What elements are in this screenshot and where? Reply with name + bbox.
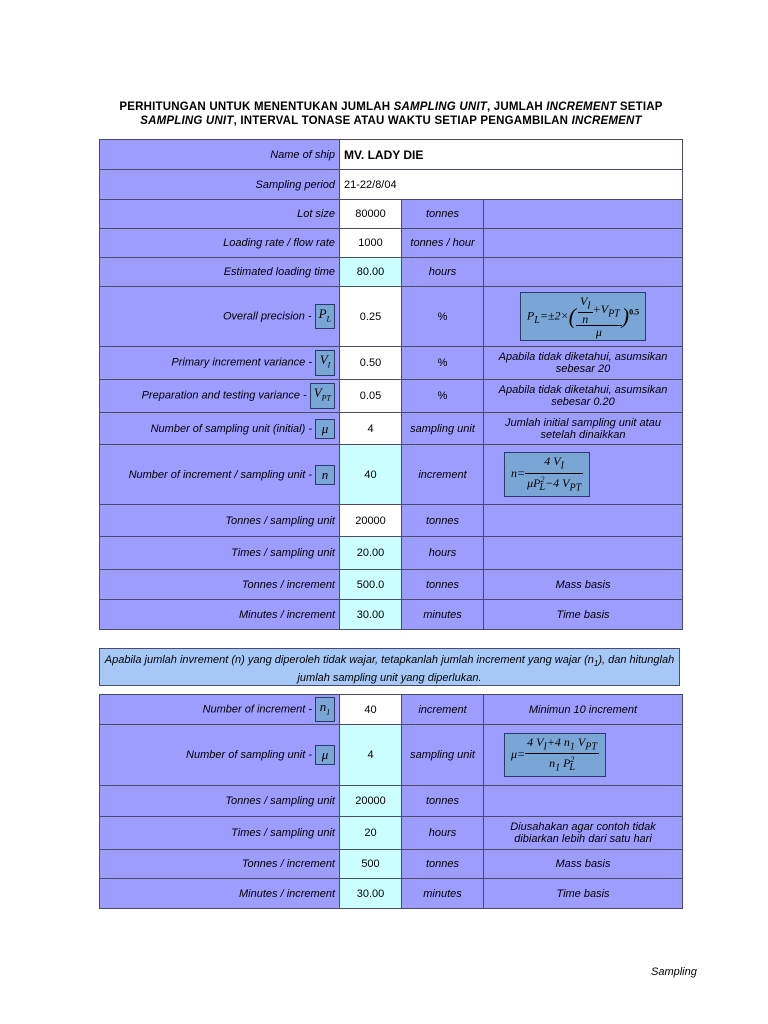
row-label: Minutes / increment [100, 600, 340, 630]
primary-variance-symbol: $V_I$ [315, 350, 335, 376]
row-label: Tonnes / sampling unit [100, 786, 340, 817]
row-note [484, 786, 683, 817]
row-value: 20.00 [340, 537, 402, 570]
table-row [100, 380, 683, 413]
row-label: Tonnes / increment [100, 850, 340, 879]
row-note: Apabila tidak diketahui, asumsikan sebesar 0.20 [484, 380, 683, 413]
row-label: Tonnes / sampling unit [100, 505, 340, 537]
row-value: 4 [340, 413, 402, 445]
row-unit: sampling unit [402, 413, 484, 445]
row-unit: % [402, 380, 484, 413]
table-row [100, 505, 683, 537]
ship-label: Name of ship [100, 140, 340, 170]
row-label [100, 445, 340, 505]
row-label-text: Primary increment variance - [171, 356, 312, 369]
row-unit: sampling unit [402, 725, 484, 786]
sampling-unit-symbol: μ [315, 745, 335, 765]
title-text: , JUMLAH [486, 101, 547, 113]
row-unit: minutes [402, 600, 484, 630]
table-row [100, 786, 683, 817]
row-label: Estimated loading time [100, 258, 340, 287]
row-label: Loading rate / flow rate [100, 229, 340, 258]
row-label: Times / sampling unit [100, 537, 340, 570]
table-row [100, 879, 683, 909]
row-note: Jumlah initial sampling unit atau setelah dinaikkan [484, 413, 683, 445]
row-value: 0.25 [340, 287, 402, 347]
table-row [100, 200, 683, 229]
row-unit: tonnes [402, 570, 484, 600]
row-unit: increment [402, 695, 484, 725]
title-text: INCREMENT [546, 101, 617, 113]
row-value: 0.50 [340, 347, 402, 380]
table-row [100, 413, 683, 445]
row-value: 80.00 [340, 258, 402, 287]
row-label: Minutes / increment [100, 879, 340, 909]
row-value: 20 [340, 817, 402, 850]
table-row [100, 170, 683, 200]
row-unit: tonnes [402, 505, 484, 537]
table-row [100, 258, 683, 287]
row-value: 0.05 [340, 380, 402, 413]
title-text: SAMPLING UNIT [393, 101, 487, 113]
row-unit: % [402, 287, 484, 347]
row-unit: tonnes / hour [402, 229, 484, 258]
sampling-unit-formula-cell [484, 725, 683, 786]
row-value: 40 [340, 445, 402, 505]
table-row [100, 347, 683, 380]
table-row [100, 229, 683, 258]
row-unit: tonnes [402, 200, 484, 229]
row-value: 40 [340, 695, 402, 725]
row-value: 30.00 [340, 879, 402, 909]
period-label: Sampling period [100, 170, 340, 200]
row-value: 30.00 [340, 600, 402, 630]
row-unit: minutes [402, 879, 484, 909]
row-label [100, 695, 340, 725]
increment-adjusted-symbol: $n_1$ [315, 697, 335, 723]
increment-formula-cell [484, 445, 683, 505]
row-label: Times / sampling unit [100, 817, 340, 850]
row-value: 1000 [340, 229, 402, 258]
row-label-text: Number of increment / sampling unit - [128, 468, 312, 481]
row-label-text: Number of sampling unit - [186, 748, 312, 761]
row-value: 80000 [340, 200, 402, 229]
preparation-variance-symbol: $V_{PT}$ [310, 383, 335, 409]
row-note: Time basis [484, 600, 683, 630]
table-row [100, 725, 683, 786]
sampling-unit-symbol: μ [315, 419, 335, 439]
title-text: SETIAP [616, 101, 663, 113]
row-value: 4 [340, 725, 402, 786]
row-label [100, 287, 340, 347]
row-unit: hours [402, 537, 484, 570]
row-note [484, 229, 683, 258]
row-note [484, 258, 683, 287]
row-unit: tonnes [402, 786, 484, 817]
adjustment-note: Apabila jumlah invrement (n) yang diperoleh tidak wajar, tetapkanlah jumlah increment yang wajar $(n_1)$, dan hitunglah jumlah sampling unit yang diperlukan. [99, 648, 680, 686]
table-row [100, 695, 683, 725]
table-row [100, 850, 683, 879]
row-note: Minimun 10 increment [484, 695, 683, 725]
increment-formula: n= $\frac{4 V_I}{\mu P^2_L-4 V_{PT}}$ [504, 452, 590, 497]
row-label: Lot size [100, 200, 340, 229]
row-label [100, 380, 340, 413]
row-note: Apabila tidak diketahui, asumsikan sebesar 20 [484, 347, 683, 380]
row-unit: % [402, 347, 484, 380]
row-note: Time basis [484, 879, 683, 909]
row-label [100, 413, 340, 445]
row-value: 500.0 [340, 570, 402, 600]
row-unit: increment [402, 445, 484, 505]
row-value: 20000 [340, 505, 402, 537]
table-row [100, 537, 683, 570]
table-row [100, 570, 683, 600]
increment-symbol: n [315, 465, 335, 485]
row-note [484, 505, 683, 537]
ship-value: MV. LADY DIE [340, 140, 683, 170]
row-unit: hours [402, 817, 484, 850]
table-row [100, 287, 683, 347]
row-value: 20000 [340, 786, 402, 817]
table-row [100, 817, 683, 850]
calculation-table-adjusted [99, 694, 683, 909]
title-text: PERHITUNGAN UNTUK MENENTUKAN JUMLAH [119, 101, 394, 113]
title-text: , INTERVAL TONASE ATAU WAKTU SETIAP PENGAMBILAN [233, 115, 572, 127]
precision-formula-cell [484, 287, 683, 347]
row-note [484, 537, 683, 570]
row-note: Mass basis [484, 850, 683, 879]
title-text: INCREMENT [571, 115, 642, 127]
row-label-text: Number of increment - [202, 703, 312, 716]
title-text: SAMPLING UNIT [140, 115, 234, 127]
row-unit: hours [402, 258, 484, 287]
row-note [484, 200, 683, 229]
table-row [100, 445, 683, 505]
period-value: 21-22/8/04 [340, 170, 683, 200]
row-value: 500 [340, 850, 402, 879]
page-footer: Sampling [651, 966, 697, 978]
row-note: Diusahakan agar contoh tidak dibiarkan lebih dari satu hari [484, 817, 683, 850]
row-label-text: Preparation and testing variance - [141, 389, 307, 402]
page-title [100, 100, 682, 128]
precision-formula: $P_L=\pm 2\times$( $\frac{V_I}{n}$ $+V_{PT}$ μ )$^{0.5}$ [520, 292, 646, 341]
calculation-table-initial [99, 139, 683, 630]
row-note: Mass basis [484, 570, 683, 600]
table-row [100, 600, 683, 630]
table-row [100, 140, 683, 170]
row-unit: tonnes [402, 850, 484, 879]
precision-symbol: $P_L$ [315, 304, 335, 330]
row-label [100, 725, 340, 786]
row-label [100, 347, 340, 380]
row-label-text: Number of sampling unit (initial) - [150, 422, 312, 435]
sampling-unit-formula: μ= $\frac{4 V_I+4 n_1 V_{PT}}{n_1 P^2_L}$ [504, 733, 606, 778]
row-label-text: Overall precision - [222, 310, 312, 323]
row-label: Tonnes / increment [100, 570, 340, 600]
